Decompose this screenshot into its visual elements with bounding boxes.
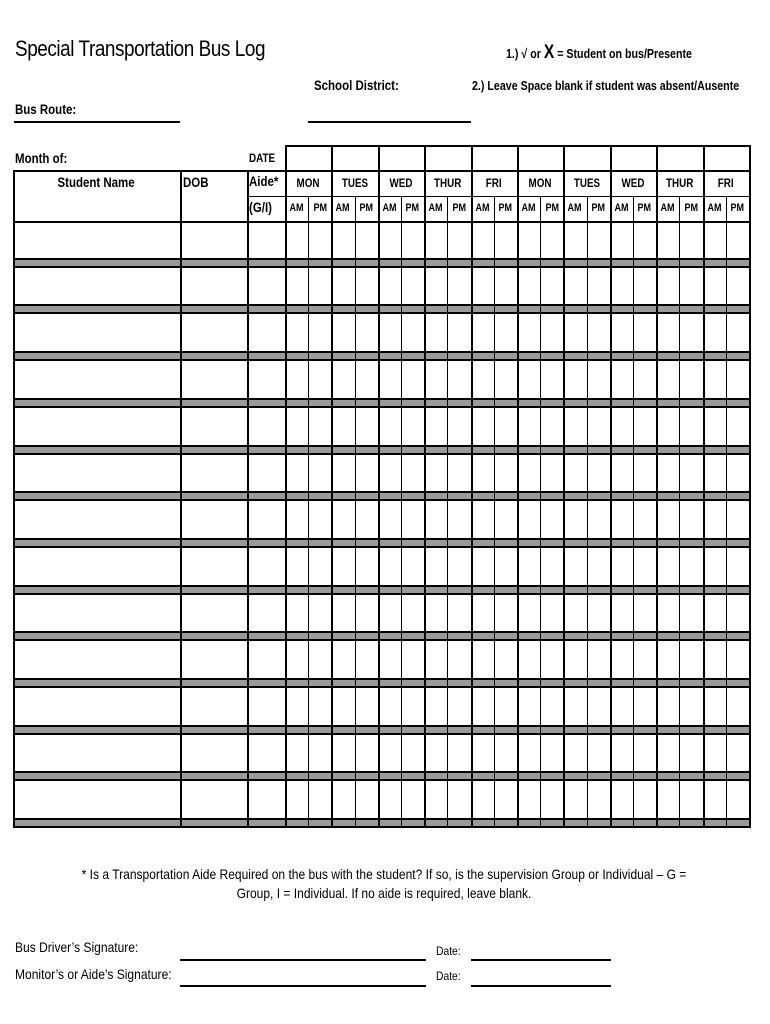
pm-header: PM: [405, 202, 420, 214]
aide-footnote: [14, 865, 754, 903]
driver-date-field[interactable]: [471, 959, 611, 961]
date-cell-border: [471, 145, 473, 170]
header-divider: [285, 196, 750, 197]
row-band-top: [13, 585, 750, 587]
aide-sub-header: (G/I): [249, 199, 272, 215]
table-right-border: [749, 145, 751, 828]
am-pm-divider: [587, 196, 588, 828]
day-header-thur: THUR: [433, 176, 462, 190]
am-header: AM: [382, 202, 397, 214]
row-separator-band: [13, 725, 750, 735]
day-column-border: [285, 170, 287, 828]
row-band-bottom: [13, 593, 750, 595]
row-band-top: [13, 398, 750, 400]
dob-header: DOB: [183, 174, 209, 190]
legend-present-prefix: 1.) √ or: [506, 46, 544, 61]
row-band-top: [13, 538, 750, 540]
day-header-fri: FRI: [717, 176, 734, 190]
day-header-mon: MON: [528, 176, 552, 190]
day-header-tues: TUES: [573, 176, 600, 190]
am-pm-divider: [726, 196, 727, 828]
row-band-bottom: [13, 686, 750, 688]
am-header: AM: [475, 202, 490, 214]
legend-present-suffix: = Student on bus/Presente: [554, 46, 692, 61]
pm-header: PM: [452, 202, 466, 214]
am-header: AM: [707, 202, 722, 214]
row-band-bottom: [13, 733, 750, 735]
pm-header: PM: [730, 202, 745, 214]
monitor-date-field[interactable]: [471, 985, 611, 987]
school-district-label: [314, 77, 417, 93]
row-band-bottom: [13, 266, 750, 268]
row-band-bottom: [13, 546, 750, 548]
row-band-bottom: [13, 499, 750, 501]
driver-signature-label: [15, 939, 158, 955]
date-cell-border: [563, 145, 565, 170]
month-label: [15, 150, 79, 166]
student-name-header: Student Name: [57, 174, 136, 190]
day-column-border: [378, 170, 380, 828]
dob-column-border: [247, 170, 249, 828]
am-header: AM: [614, 202, 629, 214]
day-column-border: [610, 170, 612, 828]
page-title: Special Transportation Bus Log: [15, 36, 266, 61]
name-column-border: [180, 170, 182, 828]
day-column-border: [331, 170, 333, 828]
row-band-top: [13, 678, 750, 680]
date-cell-border: [424, 145, 426, 170]
date-cell-border: [517, 145, 519, 170]
date-cell-border: [703, 145, 705, 170]
legend-absent-text: 2.) Leave Space blank if student was absent/Ausente: [472, 78, 740, 93]
bus-route-field[interactable]: [14, 121, 180, 123]
legend-present-mark: X: [543, 42, 555, 63]
school-district-field[interactable]: [308, 121, 471, 123]
date-cell-border: [656, 145, 658, 170]
row-separator-band: [13, 538, 750, 548]
row-separator-band: [13, 585, 750, 595]
driver-date-text: Date:: [436, 944, 461, 958]
pm-header: PM: [684, 202, 698, 214]
monitor-signature-label: [15, 966, 197, 982]
row-band-top: [13, 725, 750, 727]
pm-header: PM: [637, 202, 652, 214]
am-pm-divider: [494, 196, 495, 828]
date-cell-border: [610, 145, 612, 170]
day-header-wed: WED: [621, 176, 645, 190]
pm-header: PM: [498, 202, 513, 214]
row-band-top: [13, 631, 750, 633]
legend-present: [506, 42, 733, 64]
driver-date-label: [436, 944, 465, 958]
row-band-top: [13, 491, 750, 493]
am-header: AM: [335, 202, 350, 214]
driver-signature-text: Bus Driver’s Signature:: [15, 939, 139, 955]
am-pm-divider: [401, 196, 402, 828]
day-column-border: [424, 170, 426, 828]
school-district-text: School District:: [314, 77, 399, 93]
day-header-wed: WED: [389, 176, 413, 190]
row-band-top: [13, 818, 750, 820]
aide-underline: [247, 196, 285, 197]
row-band-top: [13, 445, 750, 447]
header-top-border: [13, 170, 750, 172]
row-separator-band: [13, 491, 750, 501]
am-header: AM: [428, 202, 443, 214]
pm-header: PM: [359, 202, 373, 214]
am-header: AM: [660, 202, 675, 214]
am-pm-divider: [679, 196, 680, 828]
aide-header: Aide*: [249, 173, 279, 189]
day-header-mon: MON: [296, 176, 320, 190]
row-band-bottom: [13, 312, 750, 314]
row-separator-band: [13, 351, 750, 361]
row-separator-band: [13, 304, 750, 314]
monitor-signature-field[interactable]: [180, 985, 426, 987]
row-separator-band: [13, 631, 750, 641]
row-separator-band: [13, 678, 750, 688]
date-cell-border: [749, 145, 751, 170]
date-label-text: DATE: [249, 151, 276, 165]
day-column-border: [749, 170, 751, 828]
row-band-top: [13, 304, 750, 306]
am-pm-divider: [633, 196, 634, 828]
row-separator-band: [13, 258, 750, 268]
monitor-date-label: [436, 969, 465, 983]
am-pm-divider: [447, 196, 448, 828]
day-column-border: [563, 170, 565, 828]
pm-header: PM: [545, 202, 559, 214]
row-separator-band: [13, 445, 750, 455]
row-band-top: [13, 258, 750, 260]
row-band-bottom: [13, 639, 750, 641]
am-header: AM: [567, 202, 582, 214]
row-band-bottom: [13, 779, 750, 781]
table-left-border: [13, 170, 15, 828]
day-header-thur: THUR: [665, 176, 694, 190]
day-column-border: [471, 170, 473, 828]
row-band-top: [13, 771, 750, 773]
row-band-bottom: [13, 406, 750, 408]
monitor-signature-text: Monitor’s or Aide’s Signature:: [15, 966, 172, 982]
header-bottom-border: [13, 221, 750, 223]
day-header-tues: TUES: [341, 176, 368, 190]
date-row-top: [285, 145, 750, 147]
row-band-bottom: [13, 453, 750, 455]
am-pm-divider: [355, 196, 356, 828]
am-header: AM: [521, 202, 536, 214]
am-header: AM: [289, 202, 304, 214]
date-cell-border: [331, 145, 333, 170]
bus-route-text: Bus Route:: [15, 101, 77, 117]
pm-header: PM: [591, 202, 605, 214]
legend-absent: [472, 78, 770, 93]
am-pm-divider: [540, 196, 541, 828]
driver-signature-field[interactable]: [180, 959, 426, 961]
date-cell-border: [285, 145, 287, 170]
day-column-border: [656, 170, 658, 828]
day-column-border: [517, 170, 519, 828]
row-band-bottom: [13, 826, 750, 828]
bus-route-label: [15, 101, 90, 117]
pm-header: PM: [313, 202, 327, 214]
am-pm-divider: [308, 196, 309, 828]
day-header-fri: FRI: [485, 176, 502, 190]
row-separator-band: [13, 818, 750, 828]
monitor-date-text: Date:: [436, 969, 461, 983]
row-band-top: [13, 351, 750, 353]
date-label: [249, 151, 281, 165]
month-label-text: Month of:: [15, 150, 68, 166]
date-cell-border: [378, 145, 380, 170]
aide-footnote-text: * Is a Transportation Aide Required on the bus with the student? If so, is the supervision Group or Individual – G = Group, I = Individual. If no aide is required, leave blank.: [81, 866, 687, 901]
row-separator-band: [13, 771, 750, 781]
row-separator-band: [13, 398, 750, 408]
day-column-border: [703, 170, 705, 828]
row-band-bottom: [13, 359, 750, 361]
